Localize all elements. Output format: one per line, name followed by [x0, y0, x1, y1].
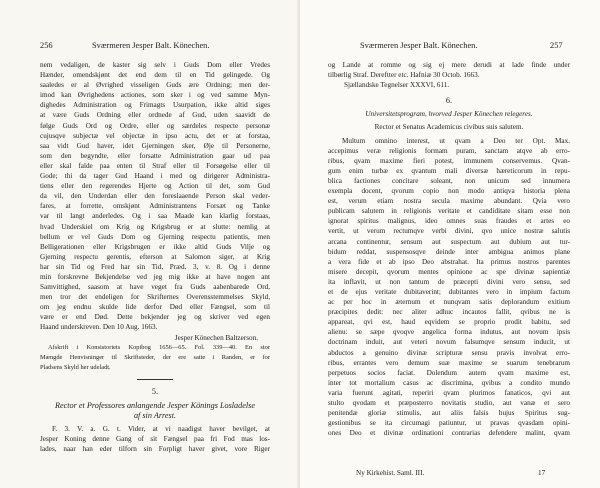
body-line: gum enim turbæ ex qvantum mali diversæ hæreticorum in repu-	[328, 166, 570, 175]
body-line: vertit, ut verum rectumqve verbi divini, qvo unice nostræ salutis	[328, 227, 570, 236]
body-line: eller skal falde paa enten til Straf eller til Forsøgelse eller til	[40, 161, 270, 170]
body-line: Haand underskreven. Den 10 Aug. 1663.	[40, 323, 158, 332]
left-signature: Jesper Könechen Baltzerson.	[174, 333, 258, 342]
body-line: om jeg endnu skulde lide derfor Død eller Fængsel, som til	[40, 303, 270, 312]
body-line: arcana continentur, sensum aut suspectum aut dubium aut tur-	[328, 237, 570, 246]
body-line: misere decepit, qvorum mentes opinione ac spe divinæ sapientiæ	[328, 267, 570, 276]
body-line: et de ejus veritate dubitaverint; dubitantes vero in impium factum	[328, 287, 570, 296]
body-line: varia fuerunt agitati, reperiri qvam plurimos fanaticos, qvi aut	[328, 388, 570, 397]
body-line: tiens eller den regerendes Hjerte og Action til det, som Gud	[40, 182, 270, 191]
body-line: ignorat spiritus malignus, ideo omnes suas fraudes et artes eo	[328, 217, 570, 226]
left-page-header	[40, 40, 268, 52]
left-running-title: Sværmeren Jesper Balt. Könechen.	[92, 41, 210, 50]
left-source-note	[40, 343, 270, 373]
body-line: men tror det endeligen for Skrifternes Overensstemmelses Skyld,	[40, 293, 270, 302]
body-line: Samvittighed, saasom at have veget fra Guds aabenbarede Ord,	[40, 283, 270, 292]
left-section-body	[40, 424, 270, 454]
body-line: hvad Underskiel om Krig og Krigsbrug er at slutte: nemlig at	[40, 222, 270, 231]
body-line: ones Deo et divinæ ordinationi contrarias defendere malint, qvam	[328, 429, 570, 438]
body-line: gestionibus se ita circumagi patiuntur, ut pravas qvasdam opini-	[328, 419, 570, 428]
body-line: saaledes er al Øvrighed visseligen Guds ære Ordning; men der-	[40, 81, 270, 90]
section-title-line: af sin Arrest.	[133, 411, 177, 421]
right-page-body	[328, 60, 570, 438]
note-line: Mængde Henvisninger til Skriftsteder, der ere satte i Randen, er for	[40, 353, 270, 361]
body-line: at være Guds Ordning eller ordnede af Gud, uden saavidt de	[40, 111, 270, 120]
body-line: fares, at forrette, omskjønt Administrantens Forsæt og Tanke	[40, 202, 270, 211]
body-line: imod kan Øvrighedens actiones, som sker i og ved samme Myn-	[40, 91, 270, 100]
body-line: lades, naar han eder tilforn sin Forpligt haver givet, vore Riger	[40, 445, 270, 454]
body-line: accepimus veræ religionis formam puram, sanctam atqve ab erro-	[328, 146, 570, 155]
right-footer-sheet-number: 17	[538, 469, 546, 477]
left-body-lines	[40, 60, 270, 333]
body-line: da vil, den Underdan eller den foreslaaende Person skal veder-	[40, 192, 270, 201]
body-line: abductos a genuino divinæ scripturæ sensu pravis involvat erro-	[328, 348, 570, 357]
body-line: som den begyndte, eller forsatte Administration gaar ud paa	[40, 151, 270, 160]
body-line: inter tot mortalium casus ac discrimina, qvibus a condito mundo	[328, 378, 570, 387]
body-line: ac per hoc in æternum et nunqvam satis deplorandum exitium	[328, 298, 570, 307]
right-source-line: Sjællandske Tegnelser XXXVI, 611.	[344, 81, 450, 90]
body-line: a vera fide et ab ipso Deo abstrahat. Ita primus nostros parentes	[328, 257, 570, 266]
body-line: nem vedaligen, de kaster sig selv i Guds Dom eller Vredes	[40, 61, 270, 69]
right-page-number: 257	[550, 41, 563, 50]
right-footer-source: Ny Kirkehist. Saml. III.	[356, 469, 425, 477]
body-line: Multum omnino interest, ut qvam a Deo ter Opt. Max.	[342, 136, 570, 145]
section-title-line: Rector et Professores anlangende Jesper Könings Losladelse	[55, 401, 255, 410]
body-line: være er end Død. Dette bekjender jeg og skriver ved egen	[40, 313, 270, 322]
body-line: blica factiones concitare soleant, non unicum sed innumera	[328, 176, 570, 185]
body-line: ribus, errantes vero demum suæ maxime se suarum tenebrarum	[328, 358, 570, 367]
body-line: og Lande at romme og sig ej mere derudi at lade finde under	[328, 61, 570, 69]
body-line: dighedes Administration og Frimagts Usurpation, ikke altid siges	[40, 101, 270, 110]
body-line: F. 3. V. a. G. t. Vider, at vi naadigst haver bevilget, at	[52, 425, 270, 434]
right-section-title: Universitetsprogram, hvorved Jesper Könechen relegeres.	[365, 110, 533, 119]
body-line: var til langt anderledes. Og i saa Maade kan klarlig forstaas,	[40, 212, 270, 221]
body-line: ribus, qvam maxime fieri potest, immunem conservemus. Qvan-	[328, 156, 570, 165]
body-line: præcipites dedit: nec aliter adhuc incautos fallit, qvibus ne is	[328, 308, 570, 317]
body-line: doctrinam induit, aut veteri novum falsumqve sensum inducit, ut	[328, 338, 570, 347]
body-line: ita inflavit, ut non tantum de præcepti divini vero sensu, sed	[328, 277, 570, 286]
body-line: har sin Tid og Fred har sin Tid, Præd. 3, v. 8. Og i denne	[40, 262, 270, 271]
body-line: bidum reddat, suspensosqve deinde inter ambigua animos plane	[328, 247, 570, 256]
body-line: penitendæ gloriæ stimulis, aut aliis falsis hujus Spiritus sug-	[328, 409, 570, 418]
body-line: min forskrevne Bekjendelse ved jeg mig ikke at have nogen ant	[40, 272, 270, 281]
body-line: Hænder, omendskjønt det end dem til en Tid gelingede. Og	[40, 71, 270, 80]
right-section-number: 6.	[445, 96, 453, 106]
note-line: Afskrift i Konsistoriets Kopibog 1656—65. Fol. 339—40. En stor	[48, 343, 270, 351]
body-line: publicam salutem in religionis veritate et candiditate sitam esse non	[328, 207, 570, 216]
body-line: saa vidt Gud haver, idet Gjerningen sker, Øje til Personerne,	[40, 141, 270, 150]
body-line: Belligerationen eller Krigsbrugen er ikke altid Guds Vilje og	[40, 242, 270, 251]
body-line: bellum er vel Guds Dom og Gjerning respectu patientis, men	[40, 232, 270, 241]
body-line: exempla docent, qvorum copio non modo antiqva historia plena	[328, 187, 570, 196]
right-running-title: Sværmeren Jesper Balt. Könechen.	[360, 41, 478, 50]
body-line: Gode; thi da tager Gud Haand i med og dirigerer Administra-	[40, 172, 270, 181]
left-page-body	[40, 60, 270, 454]
body-line: tilbørlig Straf. Dereftter etc. Hafniæ 30 Octob. 1663.	[328, 71, 480, 80]
body-line: Jesper Koning denne Gang of sit Fængsel paa fri Fod mas los-	[40, 435, 270, 444]
body-line: Gjerning respectu gerentis, efterson at Salomon siger, at Krig	[40, 252, 270, 261]
left-section-number: 5.	[151, 386, 159, 396]
right-page-header	[340, 40, 576, 52]
right-subtitle: Rector et Senatus Academicus civibus suis salutem.	[374, 123, 524, 132]
body-line: alienu: se sæpe qvoqve angelica forma indutus, aut novum ipsis	[328, 328, 570, 337]
body-line: stulto qvodam et præposterro novitatis studio, aut vanæ et sero	[328, 399, 570, 407]
body-line: følge Guds Ord og Ordre, eller og særdeles respecte personæ	[40, 121, 270, 130]
body-line: cujusqve subjectæ vel objectæ in ipso actu, det er at forstaa,	[40, 131, 270, 140]
right-page	[300, 0, 600, 488]
right-body-lines	[328, 136, 570, 439]
section-divider	[137, 379, 173, 380]
body-line: perpetuos socios faciat. Dolendum autem qvam maxime est,	[328, 368, 570, 377]
left-page-number: 256	[40, 41, 53, 50]
body-line: est, verum etiam nostra secula maxime abundant. Qvia vero	[328, 197, 570, 206]
body-line: appareat, qvi est, haud eqvidem se proprio prodit habitu, sed	[328, 318, 570, 327]
right-top-lines	[328, 60, 570, 80]
note-line: Pladsens Skyld her udeladt.	[40, 363, 111, 371]
left-section-title	[40, 401, 270, 421]
